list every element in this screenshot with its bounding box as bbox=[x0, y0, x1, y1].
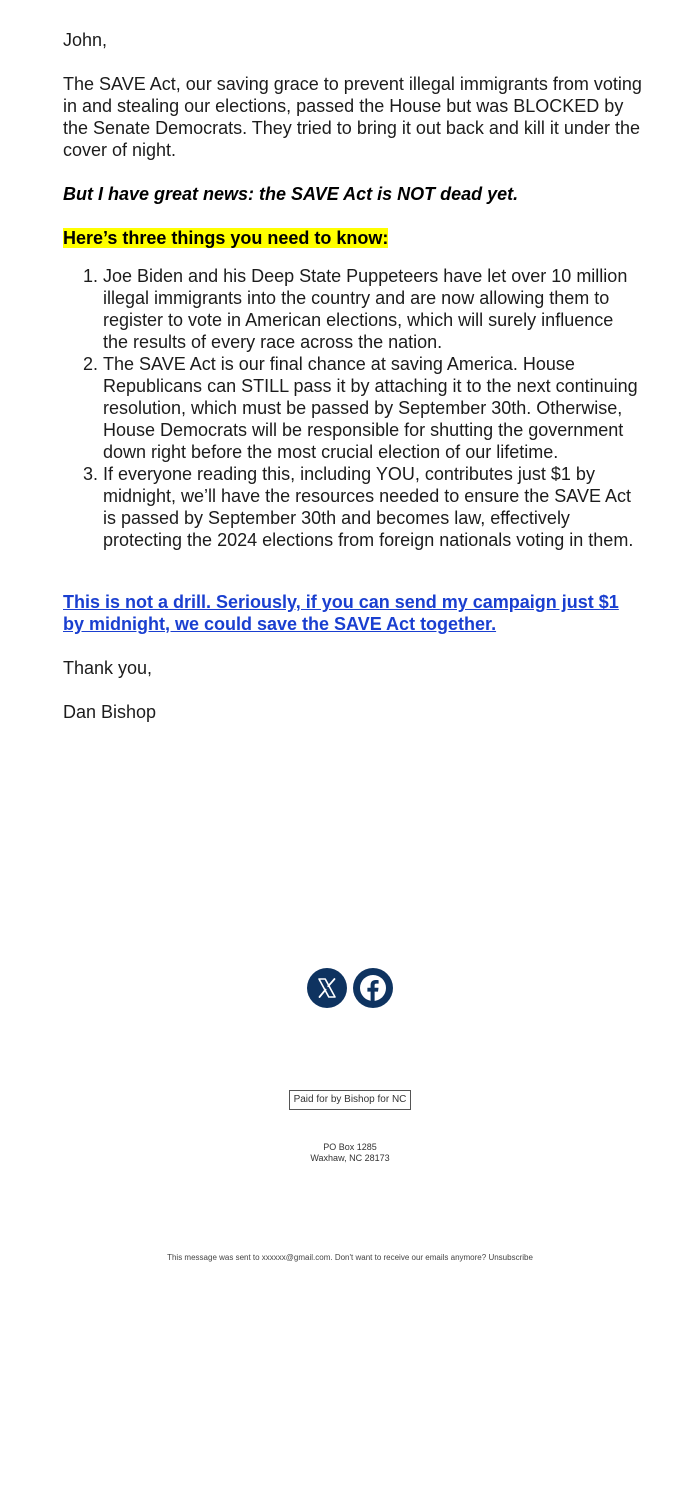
facebook-icon[interactable] bbox=[353, 968, 393, 1008]
social-links bbox=[0, 968, 700, 1008]
footer-notice-text: This message was sent to xxxxxx@gmail.com. Don't want to receive our emails anymore? bbox=[167, 1253, 487, 1262]
list-item: 2. The SAVE Act is our final chance at saving America. House Republicans can STILL pass it by attaching it to the next continuing resolution, which must be passed by September 30th. Otherwise, House Democrats will be responsible for shutting the government down right before the most crucial election of our lifetime. bbox=[103, 353, 643, 463]
intro-paragraph: The SAVE Act, our saving grace to prevent illegal immigrants from voting in and stealing our elections, passed the House but was BLOCKED by the Senate Democrats. They tried to bring it out back and kill it under the cover of night. bbox=[63, 74, 642, 160]
signoff: Thank you, bbox=[63, 658, 153, 678]
paid-for-disclaimer: Paid for by Bishop for NC bbox=[289, 1090, 412, 1110]
address-line-1: PO Box 1285 bbox=[323, 1142, 377, 1152]
disclaimer-wrap bbox=[0, 1089, 700, 1110]
donate-cta-link[interactable]: This is not a drill. Seriously, if you can send my campaign just $1 by midnight, we could save the SAVE Act together. bbox=[63, 592, 619, 634]
good-news-line: But I have great news: the SAVE Act is NOT dead yet. bbox=[63, 184, 519, 204]
unsubscribe-link[interactable]: Unsubscribe bbox=[488, 1253, 533, 1262]
key-points-list bbox=[63, 265, 643, 551]
address-line-2: Waxhaw, NC 28173 bbox=[310, 1153, 390, 1163]
list-heading: Here’s three things you need to know: bbox=[63, 228, 389, 248]
list-item: 1. Joe Biden and his Deep State Puppeteers have let over 10 million illegal immigrants into the country and are now allowing them to register to vote in American elections, which will surely influence the results of every race across the nation. bbox=[103, 265, 643, 353]
footer-notice bbox=[0, 1253, 700, 1263]
greeting: John, bbox=[63, 30, 108, 50]
x-icon[interactable] bbox=[307, 968, 347, 1008]
list-item: 3. If everyone reading this, including YOU, contributes just $1 by midnight, we’ll have the resources needed to ensure the SAVE Act is passed by September 30th and becomes law, effectively protecting the 2024 elections from foreign nationals voting in them. bbox=[103, 463, 643, 551]
email-body bbox=[63, 29, 643, 745]
mailing-address bbox=[0, 1142, 700, 1164]
signature: Dan Bishop bbox=[63, 702, 157, 722]
